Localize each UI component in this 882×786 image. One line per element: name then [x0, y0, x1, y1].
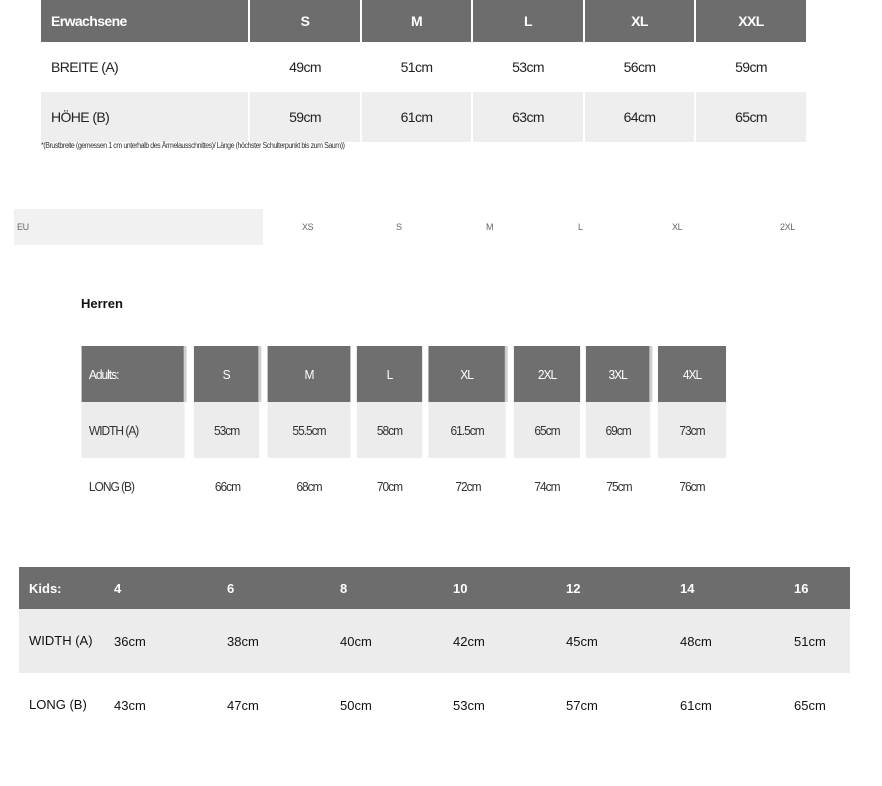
table-cell: 49cm [250, 42, 362, 92]
table-cell: 47cm [227, 697, 259, 713]
header-cell: 4XL [658, 346, 726, 402]
row-label: BREITE (A) [41, 42, 250, 92]
header-cell: XL [428, 346, 507, 402]
table-cell: 58cm [357, 402, 422, 458]
header-cell: XXL [696, 0, 806, 42]
header-cell: 2XL [514, 346, 580, 402]
table-cell: 51cm [794, 609, 850, 673]
table-cell: 36cm [114, 609, 227, 673]
table-cell: 61cm [362, 92, 473, 142]
table-row [77, 402, 729, 458]
table-cell: 55.5cm [268, 402, 351, 458]
header-cell: S [250, 0, 362, 42]
table-cell: 76cm [679, 478, 705, 494]
row-label: LONG (B) [88, 478, 134, 494]
table-row [77, 458, 729, 514]
table-cell: 53cm [194, 402, 261, 458]
table-cell: 66cm [214, 478, 241, 494]
eu-size-cell: XS [302, 222, 314, 232]
section-title-herren: Herren [81, 296, 123, 311]
header-cell: 16 [794, 567, 850, 609]
eu-label-band [14, 209, 263, 245]
table-header-row [19, 567, 850, 609]
eu-size-cell: XL [672, 222, 683, 232]
adult-size-table [41, 0, 806, 142]
table-cell: 43cm [114, 697, 146, 713]
eu-size-cell: M [486, 222, 494, 232]
table-cell: 61cm [680, 697, 712, 713]
table-row [41, 42, 806, 92]
herren-size-table [77, 346, 729, 514]
table-cell: 65cm [696, 92, 806, 142]
table-cell: 48cm [680, 609, 794, 673]
header-cell: 14 [680, 567, 794, 609]
table-header-row [77, 346, 729, 402]
table-cell: 63cm [473, 92, 585, 142]
eu-label: EU [17, 222, 29, 232]
measurement-footnote: *(Brustbreite (gemessen 1 cm unterhalb des Ärmelausschnittes)/ Länge (höchster Schulterpunkt bis zum Saum)) [41, 141, 345, 150]
header-cell: 3XL [586, 346, 652, 402]
table-cell: 59cm [735, 59, 767, 75]
table-cell: 45cm [566, 609, 680, 673]
table-cell: 53cm [473, 42, 585, 92]
row-label: HÖHE (B) [41, 92, 250, 142]
table-row [41, 92, 806, 142]
header-cell: XL [585, 0, 696, 42]
header-cell: S [194, 346, 261, 402]
row-label: WIDTH (A) [82, 402, 187, 458]
table-cell: 68cm [296, 478, 322, 494]
table-cell: 70cm [376, 478, 403, 494]
table-row [19, 673, 850, 737]
table-cell: 53cm [453, 697, 485, 713]
table-cell: 73cm [658, 402, 726, 458]
table-row [19, 609, 850, 673]
eu-size-cell: S [396, 222, 402, 232]
header-cell: 4 [114, 567, 227, 609]
table-cell: 56cm [585, 42, 696, 92]
table-cell: 75cm [606, 478, 632, 494]
header-cell: Erwachsene [41, 0, 250, 42]
eu-size-cell: L [578, 222, 583, 232]
table-cell: 59cm [250, 92, 362, 142]
table-cell: 72cm [455, 478, 481, 494]
row-label: WIDTH (A) [19, 609, 114, 673]
table-header-row [41, 0, 806, 42]
header-cell: L [473, 0, 585, 42]
table-cell: 65cm [794, 697, 826, 713]
kids-size-table [19, 567, 850, 737]
header-cell: 10 [453, 567, 566, 609]
row-label: LONG (B) [29, 697, 87, 712]
table-cell: 40cm [340, 609, 453, 673]
table-cell: 74cm [534, 478, 560, 494]
header-cell: 12 [566, 567, 680, 609]
header-cell: 6 [227, 567, 340, 609]
eu-size-cell: 2XL [780, 222, 795, 232]
table-cell: 42cm [453, 609, 566, 673]
header-cell: 8 [340, 567, 453, 609]
header-cell: Adults: [82, 346, 187, 402]
header-cell: L [357, 346, 422, 402]
table-cell: 51cm [362, 42, 473, 92]
header-cell: Kids: [19, 567, 114, 609]
header-cell: M [362, 0, 473, 42]
table-cell: 61.5cm [428, 402, 507, 458]
header-cell: M [268, 346, 351, 402]
table-cell: 69cm [586, 402, 652, 458]
table-cell: 57cm [566, 697, 598, 713]
table-cell: 64cm [585, 92, 696, 142]
table-cell: 65cm [514, 402, 580, 458]
table-cell: 38cm [227, 609, 340, 673]
table-cell: 50cm [340, 697, 372, 713]
